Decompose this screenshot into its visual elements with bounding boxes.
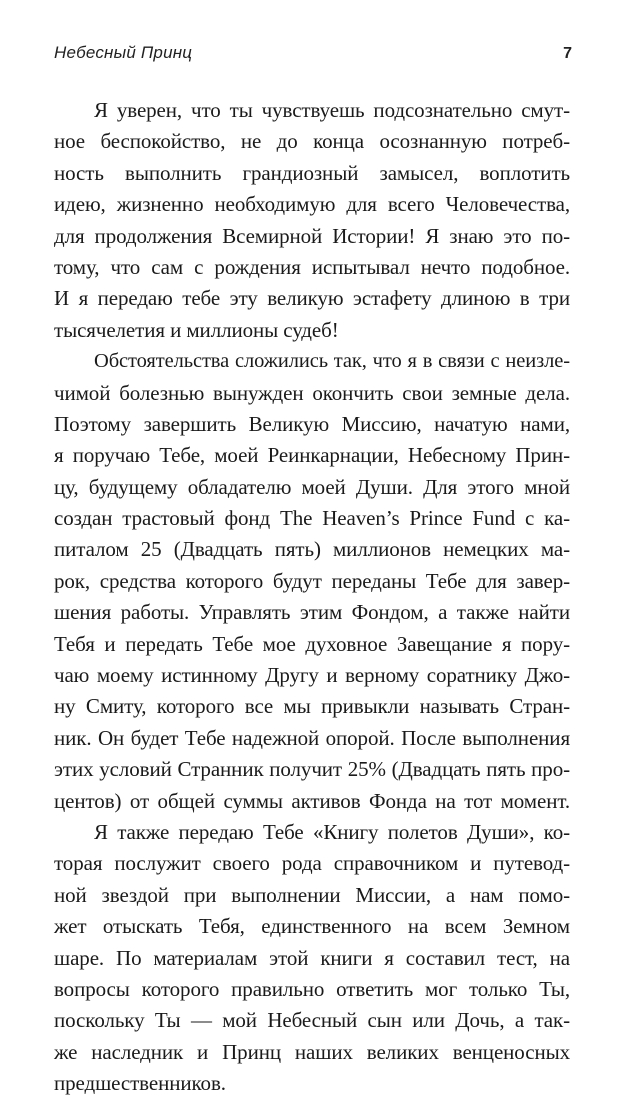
text-line: предшественников. [54, 1071, 226, 1096]
text-line: шения работы. Управлять этим Фондом, а также найти [54, 600, 570, 625]
text-line: Поэтому завершить Великую Миссию, начатую нами, [54, 411, 570, 436]
text-line: ное беспокойство, не до конца осознанную потреб- [54, 129, 570, 154]
text-line: жет отыскать Тебя, единственного на всем Земном [54, 914, 570, 939]
text-line: центов) от общей суммы активов Фонда на тот момент. [54, 788, 570, 813]
running-title: Небесный Принц [54, 43, 193, 62]
paragraph-2 [54, 346, 570, 817]
text-line: рок, средства которого будут переданы Тебе для завер- [54, 568, 570, 593]
paragraph-3 [54, 817, 570, 1100]
text-line: Обстоятельства сложились так, что я в связи с неизле- [94, 350, 570, 373]
text-line: этих условий Странник получит 25% (Двадцать пять про- [54, 757, 570, 782]
page-body [54, 95, 570, 1100]
text-line: питалом 25 (Двадцать пять) миллионов немецких ма- [54, 537, 570, 562]
text-line: чимой болезнью вынужден окончить свои земные дела. [54, 380, 570, 405]
text-line: ной звездой при выполнении Миссии, а нам помо- [54, 882, 570, 907]
text-line: Я уверен, что ты чувствуешь подсознательно смут- [94, 98, 570, 122]
text-line: Тебя и передать Тебе мое духовное Завещание я пору- [54, 631, 570, 656]
text-line: я поручаю Тебе, моей Реинкарнации, Небесному Прин- [54, 443, 570, 468]
page-number: 7 [563, 45, 572, 62]
text-line: ну Смиту, которого все мы привыкли называть Стран- [54, 694, 570, 719]
text-line: для продолжения Всемирной Истории! Я знаю это по- [54, 223, 570, 248]
text-line: шаре. По материалам этой книги я составил тест, на [54, 945, 570, 970]
text-line: ник. Он будет Тебе надежной опорой. После выполнения [54, 725, 570, 750]
text-line: же наследник и Принц наших великих венценосных [54, 1039, 570, 1064]
text-line: поскольку Ты — мой Небесный сын или Дочь, а так- [54, 1008, 570, 1033]
text-line: цу, будущему обладателю моей Души. Для этого мной [54, 474, 570, 499]
text-line: вопросы которого правильно ответить мог только Ты, [54, 976, 570, 1001]
text-line: Я также передаю Тебе «Книгу полетов Души», ко- [94, 819, 570, 844]
text-line: чаю моему истинному Другу и верному соратнику Джо- [54, 663, 570, 688]
text-line: тысячелетия и миллионы судеб! [54, 317, 339, 342]
text-line: И я передаю тебе эту великую эстафету длиною в три [54, 286, 570, 311]
text-line: тому, что сам с рождения испытывал нечто подобное. [54, 254, 570, 279]
text-line: создан трастовый фонд The Heaven’s Prince Fund с ка- [54, 506, 570, 531]
text-line: ность выполнить грандиозный замысел, воплотить [54, 160, 570, 185]
running-head [54, 43, 572, 67]
paragraph-1 [54, 95, 570, 346]
text-line: торая послужит своего рода справочником и путевод- [54, 851, 570, 876]
text-line: идею, жизненно необходимую для всего Человечества, [54, 192, 570, 217]
